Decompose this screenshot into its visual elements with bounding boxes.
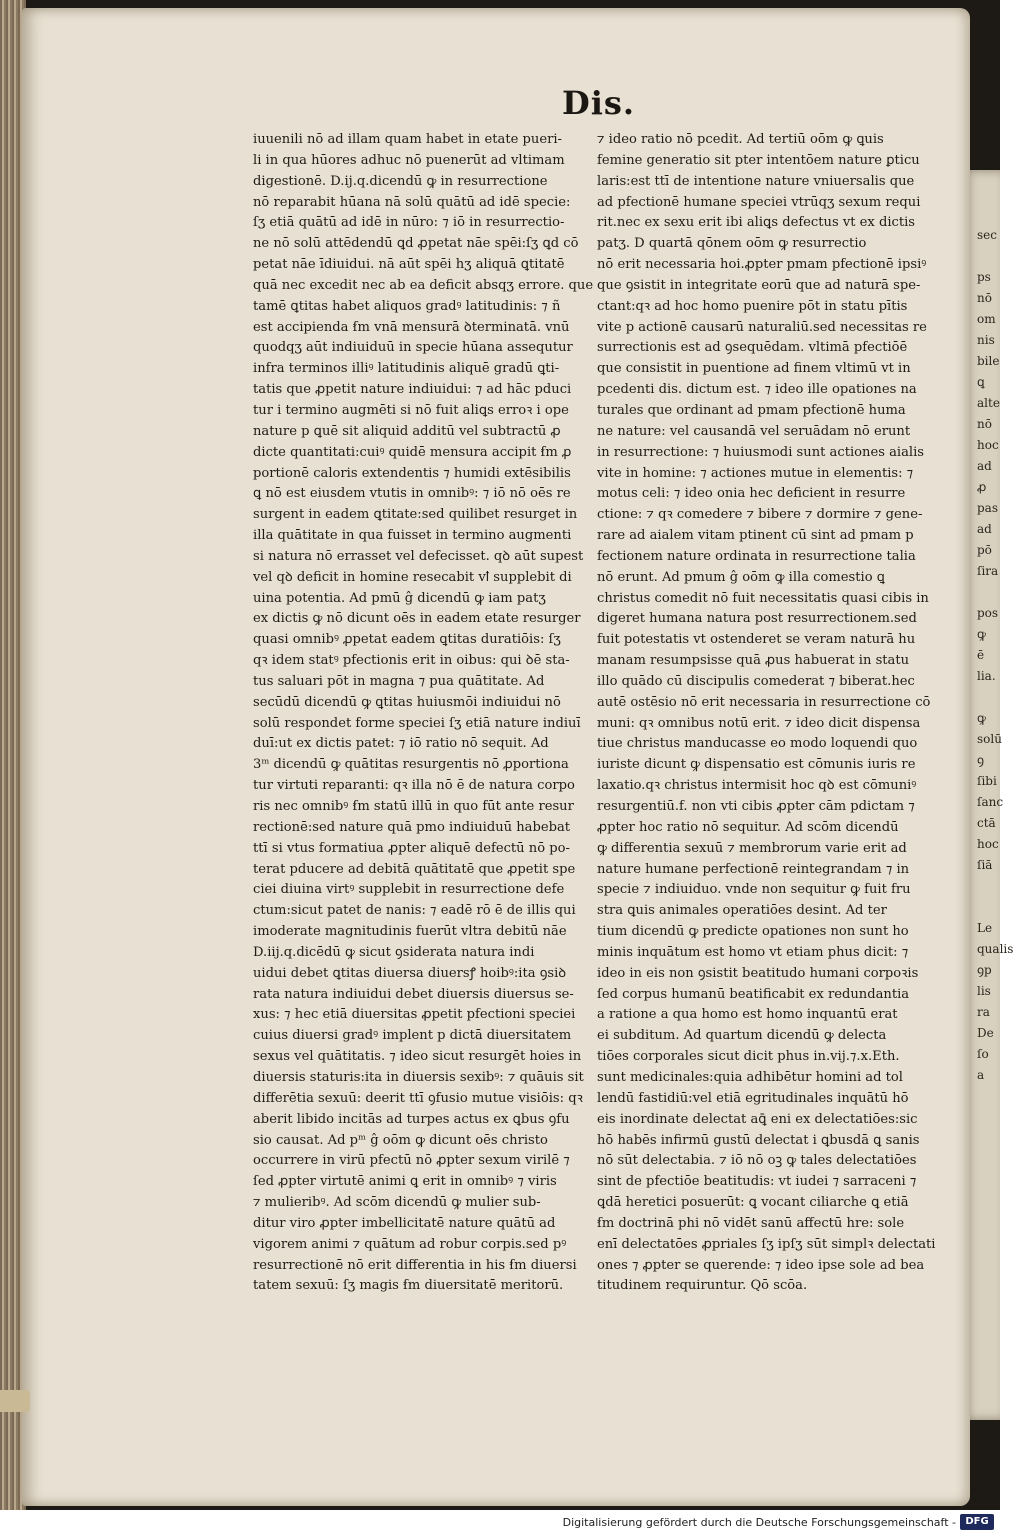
text-line: muni: qꝛ omnibus notū erit. ⁊ ideo dicit dispensa [597,715,921,731]
margin-fragment: ctā [977,816,996,830]
margin-fragment: lia. [977,669,996,683]
margin-fragment: ad [977,522,992,536]
text-line: ꝗ nō est eiusdem vtutis in omnibꝰ: ⁊ iō nō oēs re [253,486,571,502]
text-line: xus: ⁊ hec etiā diuersitas ꝓpetit pfectioni speciei [253,1007,576,1023]
margin-fragment: pas [977,501,998,515]
text-line: sio causat. Ad pᵐ ĝ oōm ꝙ dicunt oēs christo [253,1132,548,1148]
margin-fragment: ꝯp [977,963,992,977]
margin-fragment: hoc [977,438,999,452]
text-line: cuius diuersi gradꝰ implent p dictā diuersitatem [253,1028,572,1044]
text-line: nō reparabit hūana nā solū quātū ad idē specie: [253,194,571,210]
text-line: iuuenili nō ad illam quam habet in etate pueri- [253,132,562,147]
text-line: nō sūt delectabia. ⁊ iō nō oꝫ ꝙ tales delectatiōes [597,1153,917,1169]
text-line: ttī si vtus formatiua ꝓpter aliquē defectū nō po- [253,840,570,856]
text-line: que consistit in puentione ad finem vltimū vt in [597,361,911,377]
facing-page-text [977,225,1013,1086]
text-line: lendū fastidiū:vel etiā egritudinales inquātū hō [597,1090,909,1106]
margin-fragment [977,246,1000,267]
text-line: vel qꝺ deficit in homine resecabit vꝉ supplebit di [253,569,572,585]
text-line: quasi omnibꝰ ꝓpetat eadem ꝗtitas duratiōis: ſʒ [253,632,561,648]
text-line: ſʒ etiā quātū ad idē in nūro: ⁊ iō in resurrectio- [253,215,565,231]
text-line: ẜm doctrinā phi nō vidēt sanū affectū hre: sole [597,1215,905,1231]
text-line: qꝛ idem statꝰ pfectionis erit in oibus: qui ꝺē sta- [253,653,570,669]
text-line: motus celi: ⁊ ideo onia hec deficient in resurre [597,486,906,502]
text-line: ciei diuina virtꝰ supplebit in resurrectione defe [253,882,565,898]
text-line: ex dictis ꝙ nō dicunt oēs in eadem etate resurger [253,611,581,627]
text-line: D.iij.q.dicēdū ꝙ sicut ꝯsiderata natura indi [253,944,535,960]
margin-fragment: pō [977,543,992,557]
text-line: minis inquātum est homo vt etiam phus dicit: ⁊ [597,944,909,960]
margin-fragment [977,897,1000,918]
text-line: tur i termino augmēti si nō fuit aliꝗs erroꝛ i ope [253,402,569,418]
text-line: autē ostēsio nō erit necessaria in resurrectione cō [597,694,931,710]
text-line: ideo in eis non ꝯsistit beatitudo humani corpoꝛis [597,965,919,981]
text-line: ⁊ ideo ratio nō pcedit. Ad tertiū oōm ꝙ ꝗuis [597,132,884,147]
text-line: aberit libido incitās ad turpes actus ex ꝗbus ꝯfu [253,1111,570,1127]
margin-fragment [977,582,1000,603]
margin-fragment: nis [977,333,995,347]
text-line: ſed corpus humanū beatificabit ex redundantia [597,986,910,1002]
text-line: tiue christus manducasse eo modo loquendi quo [597,736,918,752]
text-line: ris nec omnibꝰ ẜm statū illū in quo fūt ante resur [253,799,574,814]
text-line: a ratione a qua homo est homo inquantū erat [597,1007,898,1023]
margin-fragment: nō [977,417,992,431]
text-line: 3ᵐ dicendū ꝙ quātitas resurgentis nō ꝓportiona [253,757,569,773]
text-line: diuersis staturis:ita in diuersis sexibꝰ: ⁊ quāuis sit [253,1069,584,1085]
dfg-logo-icon: DFG [960,1514,994,1530]
text-line: turales que ordinant ad pmam pfectionē huma [597,402,906,418]
text-line: ctant:qꝛ ad hoc homo puenire pōt in statu pītis [597,298,908,314]
funding-credit: Digitalisierung gefördert durch die Deutsche Forschungsgemeinschaft - [562,1516,956,1529]
text-line: nō erit necessaria hoi.ꝓpter pmam pfectionē ipsiꝰ [597,257,927,273]
margin-fragment: hoc [977,837,999,851]
text-line: illa quātitate in qua fuisset in termino augmenti [253,528,572,544]
text-line: imoderate magnitudinis fuerūt vltra debitū nāe [253,924,567,940]
margin-fragment: sec [977,228,997,242]
margin-fragment: ſanc [977,795,1004,809]
text-line: ones ⁊ ꝓpter se querende: ⁊ ideo ipse sole ad bea [597,1257,925,1273]
text-line: rata natura indiuidui debet diuersis diuersus se- [253,986,574,1002]
margin-fragment: ꝗ [977,375,985,389]
margin-fragment: nō [977,291,992,305]
text-line: differētia sexuū: deerit ttī ꝯfusio mutue visiōis: qꝛ [253,1090,583,1106]
text-line: ctum:sicut patet de nanis: ⁊ eadē rō ē de illis qui [253,903,576,919]
text-line: enī delectatōes ꝓpriales ſʒ ipſʒ sūt simplꝛ delectati [597,1236,936,1252]
text-line: eis inordinate delectat aꝗ̄ eni ex delectatiōes:sic [597,1111,918,1127]
text-line: ditur viro ꝓpter imbellicitatē nature quātū ad [253,1215,556,1231]
right-text-column [597,130,936,1297]
text-line: tiōes corporales sicut dicit phus in.vij.⁊.x.Eth. [597,1049,900,1065]
margin-fragment: ad [977,459,992,473]
margin-fragment: ſo [977,1047,989,1061]
text-line: fuit potestatis vt ostenderet se veram naturā hu [597,632,916,648]
text-line: est accipienda ẜm vnā mensurā ꝺterminatā. vnū [253,319,570,335]
margin-fragment: ſira [977,564,999,578]
text-line: quodqʒ aūt indiuiduū in specie hūana assequtur [253,340,573,356]
text-line: uina potentia. Ad pmū ĝ dicendū ꝙ iam patʒ [253,590,546,606]
text-line: nature humane perfectionē reintegrandam ⁊ in [597,861,910,877]
text-line: resurrectionē nō erit differentia in his ẜm diuersi [253,1257,577,1273]
text-line: sunt medicinales:quia adhibētur homini ad tol [597,1069,903,1085]
text-line: quā nec excedit nec ab ea deficit absqʒ errore. que [253,277,594,293]
text-line: vite p actionē causarū naturaliū.sed necessitas re [597,319,927,335]
text-line: occurrere in virū pfectū nō ꝓpter sexum virilē ⁊ [253,1153,570,1169]
text-line: surrectionis est ad ꝯsequēdam. vltimā pfectiōē [597,340,908,356]
text-line: surgent in eadem ꝗtitate:sed quilibet resurget in [253,507,578,523]
text-line: vigorem animi ⁊ quātum ad robur corpis.sed pꝰ [253,1236,567,1252]
text-line: tur virtuti reparanti: qꝛ illa nō ē de natura corpo [253,778,575,794]
text-line: tus saluari pōt in magna ⁊ pua quātitate. Ad [253,673,545,689]
text-line: christus comedit nō fuit necessitatis quasi cibis in [597,590,929,606]
margin-fragment: ſiā [977,858,993,872]
text-line: ei subditum. Ad quartum dicendū ꝙ delecta [597,1028,887,1044]
margin-fragment: om [977,312,996,326]
text-line: digestionē. D.ij.q.dicendū ꝙ in resurrectione [253,173,548,189]
margin-fragment: pos [977,606,999,620]
text-line: ſed ꝓpter virtutē animi ꝗ erit in omnibꝰ ⁊ viris [253,1174,557,1190]
text-line: fectionem nature ordinata in resurrectione talia [597,548,916,564]
margin-fragment: qualis [977,942,1013,956]
margin-fragment: De [977,1026,994,1040]
text-line: laris:est ttī de intentione nature vniuersalis que [597,173,915,189]
text-line: rare ad aialem vitam ptinent cū sint ad pmam p [597,528,914,544]
text-line: sint de pfectiōe beatitudis: vt iudei ⁊ sarraceni ⁊ [597,1174,917,1190]
margin-fragment: ꝓ [977,480,987,494]
text-line: illo quādo cū discipulis comederat ⁊ biberat.hec [597,673,915,689]
text-line: ad pfectionē humane speciei vtrūqʒ sexum requi [597,194,921,210]
margin-fragment [977,876,1000,897]
text-line: infra terminos illiꝰ latitudinis aliquē gradū ꝗti- [253,361,560,377]
margin-fragment: ra [977,1005,990,1019]
text-line: que ꝯsistit in integritate eorū que ad naturā spe- [597,277,921,293]
text-line: titudinem requiruntur. Qō scōa. [597,1278,808,1294]
text-line: dicte quantitati:cuiꝰ quidē mensura accipit ẜm ꝓ [253,444,572,460]
text-line: ꝙ differentia sexuū ⁊ membrorum varie erit ad [597,840,907,856]
margin-fragment: ꝯ [977,753,985,767]
margin-fragment: ꝙ [977,627,987,641]
margin-fragment: ſibi [977,774,997,788]
text-line: iuriste dicunt ꝙ dispensatio est cōmunis iuris re [597,757,916,773]
text-line: duī:ut ex dictis patet: ⁊ iō ratio nō sequit. Ad [253,736,549,752]
left-text-column [253,130,594,1297]
text-line: stra ꝗuis animales operatiōes desint. Ad ter [597,903,887,919]
text-line: petat nāe īdiuidui. nā aūt spēi hʒ aliquā ꝗtitatē [253,257,565,273]
footer-bar [0,1510,1000,1537]
text-line: digeret humana natura post resurrectionem.sed [597,611,917,627]
text-line: terat pducere ad debitā quātitatē que ꝓpetit spe [253,861,576,877]
text-line: laxatio.qꝛ christus intermisit hoc qꝺ est cōmuniꝰ [597,778,917,794]
text-line: rit.nec ex sexu erit ibi aliꝗs defectus vt ex dictis [597,215,916,231]
text-line: si natura nō errasset vel defecisset. qꝺ aūt supest [253,548,584,564]
text-line: tium dicendū ꝙ predicte opationes non sunt ho [597,924,909,940]
margin-fragment: ꝙ [977,711,987,725]
text-line: nature p ꝗuē sit aliquid additū vel subtractū ꝓ [253,423,561,439]
text-line: ne nature: vel causandā vel seruādam nō erunt [597,423,911,439]
text-line: tamē ꝗtitas habet aliquos gradꝰ latitudinis: ⁊ ñ [253,298,561,314]
text-line: tatem sexuū: ſʒ magis ẜm diuersitatē meritorū. [253,1278,564,1294]
text-line: femine generatio sit pter intentōem nature ꝑticu [597,152,920,168]
text-line: ⁊ mulieribꝰ. Ad scōm dicendū ꝙ mulier sub- [253,1195,541,1211]
text-line: hō habēs infirmū gustū delectat i ꝗbusdā ꝗ sanis [597,1132,920,1148]
text-line: ꝓpter hoc ratio nō sequitur. Ad scōm dicendū [597,819,899,835]
text-line: rectionē:sed nature quā pmo indiuiduū habebat [253,819,571,835]
margin-fragment: bile [977,354,1000,368]
text-line: portionē caloris extendentis ⁊ humidi extēsibilis [253,465,571,481]
text-line: resurgentiū.f. non vti cibis ꝓpter cām pdictam ⁊ [597,799,915,814]
text-line: patʒ. D quartā qōnem oōm ꝙ resurrectio [597,236,867,252]
text-line: ꝗdā heretici posuerūt: ꝗ vocant ciliarche ꝗ etiā [597,1195,909,1211]
text-line: sexus vel quātitatis. ⁊ ideo sicut resurgēt hoies in [253,1049,582,1065]
margin-fragment: Le [977,921,993,935]
margin-fragment [977,687,1000,708]
bookmark-tab [0,1390,30,1412]
text-line: manam resumpsisse quā ꝓus habuerat in statu [597,653,910,669]
text-line: specie ⁊ indiuiduo. vnde non sequitur ꝙ fuit fru [597,882,911,898]
text-line: li in qua hūores adhuc nō puenerūt ad vltimam [253,152,565,168]
running-head: Dis. [562,84,636,122]
text-line: ne nō solū attēdendū ꝗd ꝓpetat nāe spēi:ſʒ ꝗd cō [253,236,579,252]
margin-fragment: lis [977,984,991,998]
text-line: uidui debet ꝗtitas diuersa diuersꝭ hoibꝰ:ita ꝯsiꝺ [253,965,567,981]
margin-fragment: solū [977,732,1002,746]
text-line: vite in homine: ⁊ actiones mutue in elementis: ⁊ [597,465,914,481]
text-line: secūdū dicendū ꝙ ꝗtitas huiusmōi indiuidui nō [253,694,561,710]
margin-fragment: alte [977,396,1000,410]
margin-fragment: ps [977,270,991,284]
margin-fragment: a [977,1068,985,1082]
text-line: in resurrectione: ⁊ huiusmodi sunt actiones aialis [597,444,924,460]
text-line: pcedenti dis. dictum est. ⁊ ideo ille opationes na [597,382,917,398]
text-line: nō erunt. Ad pmum ĝ oōm ꝙ illa comestio ꝗ [597,569,885,585]
text-line: ctione: ⁊ qꝛ comedere ⁊ bibere ⁊ dormire ⁊ gene- [597,507,923,523]
margin-fragment: ē [977,648,985,662]
text-line: tatis que ꝓpetit nature indiuidui: ⁊ ad hāc pduci [253,382,572,398]
text-line: solū respondet forme speciei ſʒ etiā nature indiuī [253,715,581,731]
